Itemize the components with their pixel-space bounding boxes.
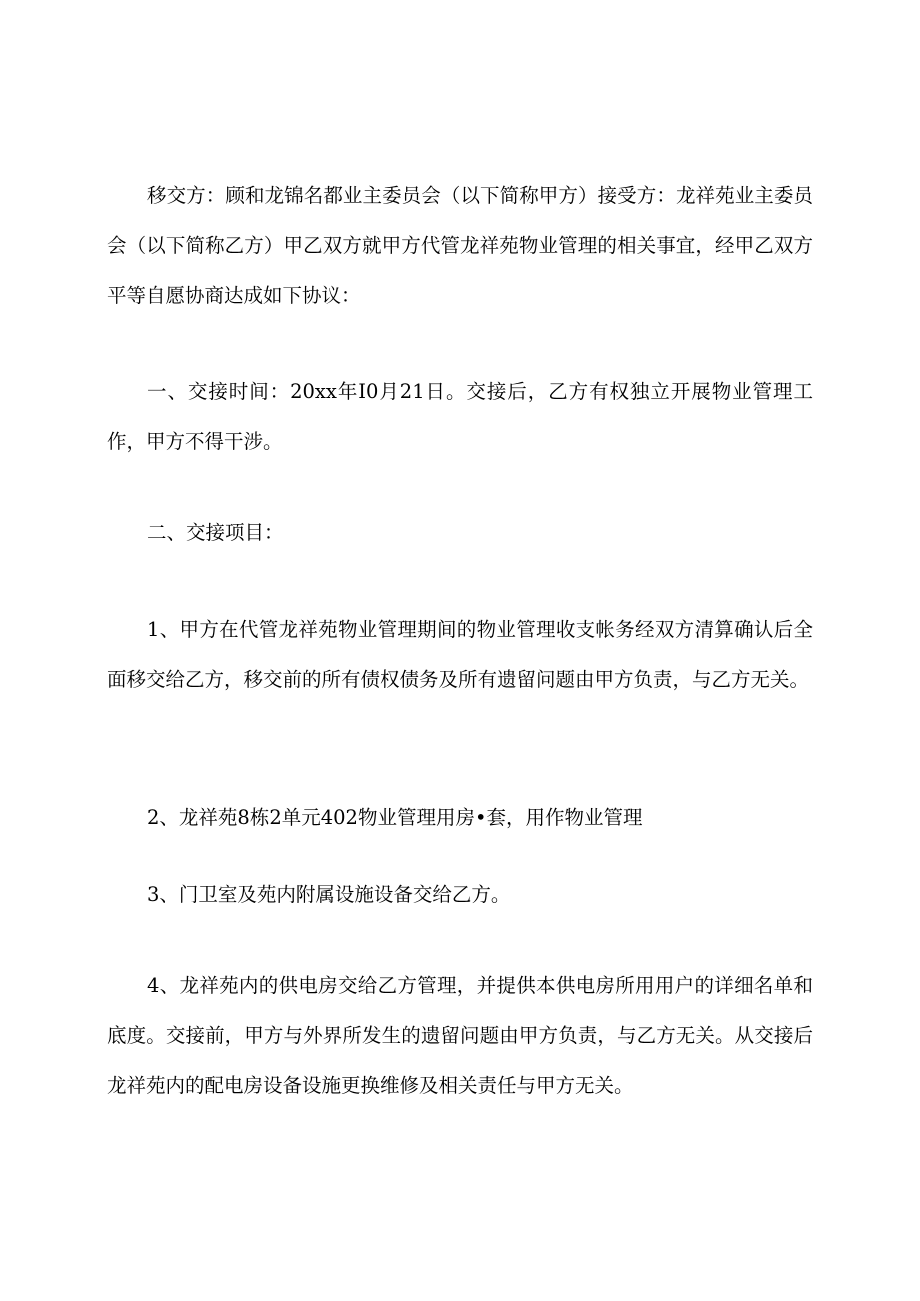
list-item: 4、龙祥苑内的供电房交给乙方管理，并提供本供电房所用用户的详细名单和底度。交接前，甲方与外界所发生的遗留问题由甲方负责，与乙方无关。从交接后龙祥苑内的配电房设备设施更换维修及相关责任与甲方无关。	[107, 974, 813, 1097]
list-item: 1、甲方在代管龙祥苑物业管理期间的物业管理收支帐务经双方清算确认后全面移交给乙方，移交前的所有债权债务及所有遗留问题由甲方负责，与乙方无关。	[107, 618, 813, 691]
handover-time-paragraph: 一、交接时间：20xx年I0月21日。交接后，乙方有权独立开展物业管理工作，甲方不得干涉。	[107, 380, 813, 453]
handover-items-heading: 二、交接项目：	[147, 521, 284, 544]
intro-paragraph: 移交方：顾和龙锦名都业主委员会（以下简称甲方）接受方：龙祥苑业主委员会（以下简称乙方）甲乙双方就甲方代管龙祥苑物业管理的相关事宜，经甲乙双方平等自愿协商达成如下协议：	[107, 184, 813, 307]
list-item: 3、门卫室及苑内附属设施设备交给乙方。	[147, 883, 511, 906]
list-item: 2、龙祥苑8栋2单元402物业管理用房•套，用作物业管理	[147, 806, 643, 829]
